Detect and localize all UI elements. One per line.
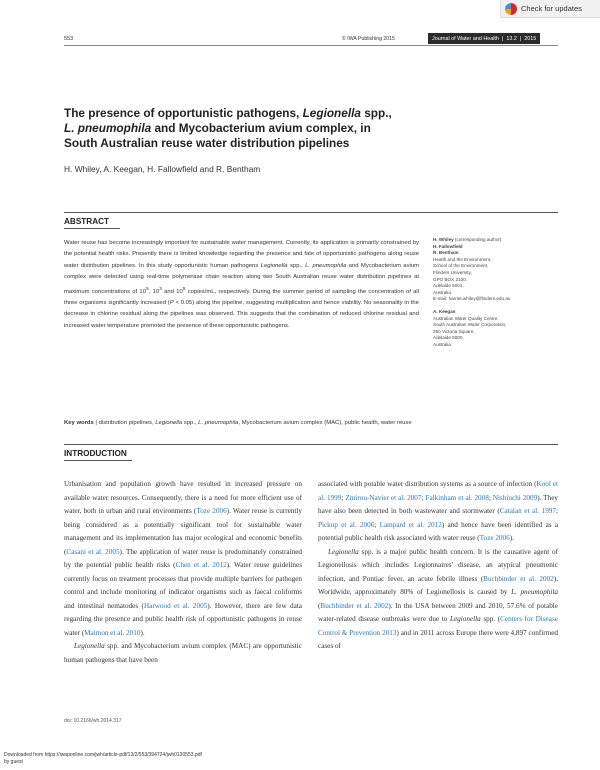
check-for-updates-badge[interactable] [500, 0, 600, 18]
article-title: The presence of opportunistic pathogens, Legionella spp., L. pneumophila and Mycobacterium avium complex, in South Australian reuse water distribution pipelines [64, 106, 392, 150]
author-affiliations: H. Whiley (corresponding author) H. Fallowfield R. Bentham Health and the Environment, School of the Environment, Flinders University, GPO BOX 2100, Adelaide 5001, Australia E-mail: harriet.whiley@flinders.edu.au A. Keegan Australian Water Quality Centre, South Australian Water Corporation, 250 Victoria Square, Adelaide 5000, Australia [433, 237, 558, 349]
citation-link[interactable]: Harwood et al. 2005 [143, 601, 208, 610]
citation-link[interactable]: Toze 2006 [479, 534, 510, 542]
citation-link[interactable]: Centers for Disease Control & Prevention 2013 [318, 615, 558, 637]
abstract-rule [64, 212, 558, 213]
body-column-right: associated with potable water distribution systems as a source of infection (Kool et al. 1999; Zmirou-Navier et al. 2007; Falkinham et al. 2008; Nishiuchi 2009). They have also been detected in both wastewater and stormwater (Catalan et al. 1997; Pickup et al. 2006; Lampard et al. 2012) and hence have been identified as a potential public health risk associated with water reuse (Toze 2006). Legionella spp. is a major public health concern. It is the causative agent of Legionellosis which includes Legionnaires' disease, an atypical pneumonic infection, and Pontiac fever, an acute febrile illness (Buchbinder et al. 2002). Worldwide, approximately 80% of Legionellosis is caused by L. pneumophila (Buchbinder et al. 2002). In the USA between 2009 and 2010, 57.6% of potable water-related disease outbreaks were due to Legionella spp. (Centers for Disease Control & Prevention 2013) and in 2011 across Europe there were 4,897 confirmed cases of [318, 480, 559, 650]
doi[interactable]: doi: 10.2166/wh.2014.317 [64, 718, 122, 724]
body-column-left: Urbanisation and population growth have resulted in increased pressure on available water resources. Consequently, there is a need for more efficient use of water, both in urban and rural environments (Toze 2006). Water reuse is currently being considered as a potentially significant tool for sustainable water management and its implementation has major ecological and economic benefits (Casani et al. 2005). The application of water reuse is predominately constrained by the potential public health risks (Chen et al. 2012). Water reuse guidelines currently focus on treatment processes that provide multiple barriers for pathogen control and include monitoring of indicator organisms such as faecal coliforms and intestinal nematodes (Harwood et al. 2005). However, there are few data regarding the presence and public health risk of opportunistic pathogens in reuse water (Maimon et al. 2010). Legionella spp. and Mycobacterium avium complex (MAC) are opportunistic human pathogens that have been [64, 480, 303, 664]
introduction-rule [64, 444, 558, 445]
journal-year: 2015 [524, 35, 537, 42]
citation-link[interactable]: Maimon et al. 2010 [84, 628, 141, 637]
crossmark-icon [505, 3, 517, 15]
citation-link[interactable]: Buchbinder et al. 2002 [483, 574, 554, 583]
citation-link[interactable]: Casani et al. 2005 [66, 547, 120, 556]
citation-link[interactable]: Pickup et al. 2006 [318, 520, 375, 529]
journal-name: Journal of Water and Health [432, 35, 499, 42]
abstract-text: Water reuse has become increasingly important for sustainable water management. Currently, its application is primarily constrained by the potential health risks. Presently there is limited knowledge regarding the presence and fate of opportunistic pathogens along reuse water distribution pipelines. In this study opportunistic human pathogens Legionella spp., L. pneumophila and Mycobacterium avium complex were detected using real-time polymerase chain reaction along two South Australian reuse water distribution pipelines at maximum concentrations of $10^5$, $10^3$ and $10^5$ copies/mL, respectively. During the summer period of sampling the concentration of all three organisms significantly increased (P < 0.05) along the pipeline, suggesting multiplication and hence viability. No seasonality in the decrease in chlorine residual along the pipelines was observed. This suggests that the combination of reduced chlorine residual and increased water temperature promoted the presence of these opportunistic pathogens. [64, 240, 420, 329]
keywords-label: Key words [64, 420, 94, 426]
citation-link[interactable]: Toze 2006 [196, 507, 227, 515]
keywords: Key words | distribution pipelines, Legionella spp., L. pneumophila, Mycobacterium avium complex (MAC), public health, water reuse [64, 420, 412, 426]
header-rule [64, 45, 558, 46]
introduction-heading: INTRODUCTION [64, 449, 127, 458]
abstract-heading: ABSTRACT [64, 217, 110, 226]
corresponding-email[interactable]: E-mail: harriet.whiley@flinders.edu.au [433, 296, 511, 302]
author-list: H. Whiley, A. Keegan, H. Fallowfield and R. Bentham [64, 164, 261, 174]
journal-volume: 13.2 [506, 35, 517, 42]
check-for-updates-label: Check for updates [521, 4, 582, 13]
citation-link[interactable]: Chen et al. 2012 [175, 561, 227, 569]
citation-link[interactable]: Zmirou-Navier et al. 2007 [345, 493, 422, 502]
download-notice: Downloaded from https://iwaponline.com/jwh/article-pdf/13/2/553/394724/jwh0130553.pdf by guest [4, 752, 202, 765]
page-number: 553 [64, 36, 74, 42]
citation-link[interactable]: Nishiuchi 2009 [492, 493, 538, 502]
citation-link[interactable]: Lampard et al. 2012 [379, 520, 442, 529]
abstract-heading-underline [64, 228, 120, 229]
publisher-line: © IWA Publishing 2015 [342, 36, 395, 42]
citation-link[interactable]: Falkinham et al. 2008 [425, 493, 489, 502]
citation-link[interactable]: Buchbinder et al. 2002 [320, 601, 389, 610]
citation-link[interactable]: Kool et al. 1999 [318, 480, 558, 502]
introduction-heading-underline [64, 460, 132, 461]
citation-link[interactable]: Catalan et al. 1997 [499, 507, 556, 515]
journal-banner: Journal of Water and Health | 13.2 | 2015 [428, 33, 540, 44]
